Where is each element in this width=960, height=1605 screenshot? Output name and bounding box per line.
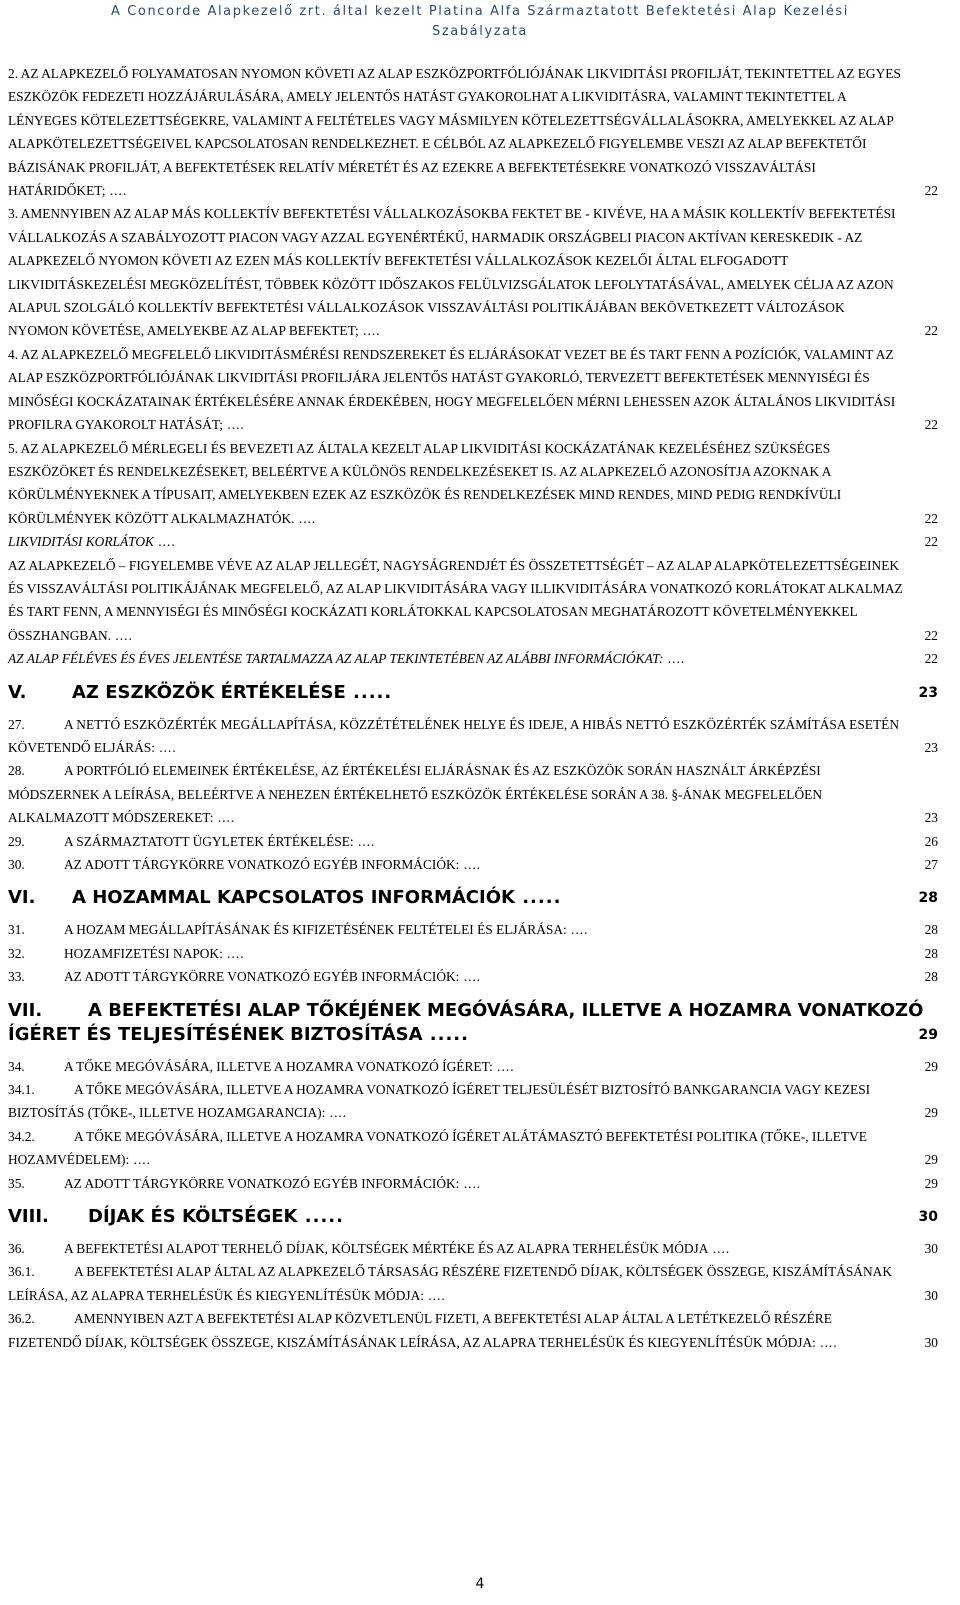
toc-entry[interactable]: [8, 343, 938, 437]
toc-page-number: 26: [923, 830, 938, 853]
toc-entry-number: 33.: [8, 969, 25, 985]
toc-leader-dots: ....: [154, 739, 177, 755]
toc-leader-dots: ....: [815, 1334, 838, 1350]
toc-entry-title: AZ ADOTT TÁRGYKÖRRE VONATKOZÓ EGYÉB INFORMÁCIÓK:: [64, 1175, 460, 1191]
toc-entry-text-wrap: [8, 1000, 923, 1045]
toc-page-number: 28: [918, 890, 938, 907]
toc-chapter[interactable]: [8, 999, 938, 1047]
toc-entry-title: AZ ADOTT TÁRGYKÖRRE VONATKOZÓ EGYÉB INFORMÁCIÓK:: [64, 969, 460, 985]
toc-leader-dots: ....: [423, 1287, 446, 1303]
toc-entry[interactable]: [8, 1260, 938, 1307]
header-line-2: Szabályzata: [431, 24, 529, 39]
toc-entry[interactable]: [8, 647, 938, 670]
toc-leader-dots: ....: [222, 945, 245, 961]
toc-page-number: 28: [923, 918, 938, 941]
toc-entry-text-wrap: [8, 1206, 344, 1227]
toc-entry-title: A HOZAM MEGÁLLAPÍTÁSÁNAK ÉS KIFIZETÉSÉNEK FELTÉTELEI ÉS ELJÁRÁSA:: [64, 922, 567, 938]
toc-leader-dots: ....: [129, 1152, 151, 1168]
toc-entry-number: 32.: [8, 945, 25, 961]
toc-entry-title: A NETTÓ ESZKÖZÉRTÉK MEGÁLLAPÍTÁSA, KÖZZÉTÉTELÉNEK HELYE ÉS IDEJE, A HIBÁS NETTÓ ESZKÖZÉRTÉK SZÁMÍTÁSA ESETÉN KÖVETENDŐ ELJÁRÁS:: [8, 716, 899, 755]
toc-entry[interactable]: [8, 759, 938, 829]
toc-entry-text-wrap: [8, 942, 938, 965]
toc-entry-text-wrap: [8, 647, 938, 670]
toc-entry-number: 34.1.: [8, 1082, 35, 1098]
toc-entry[interactable]: [8, 1307, 938, 1354]
toc-entry-title: AZ ALAPKEZELŐ FOLYAMATOSAN NYOMON KÖVETI AZ ALAP ESZKÖZPORTFÓLIÓJÁNAK LIKVIDITÁSI PROFILJÁT, TEKINTETTEL AZ EGYES ESZKÖZÖK FEDEZETI HOZZÁJÁRULÁSÁRA, AMELY JELENTŐS HATÁST GYAKOROLHAT A LIKVIDITÁSRA, VALAMINT TEKINTETTEL A LÉNYEGES KÖTELEZETTSÉGEKRE, VALAMINT A FELTÉTELES VAGY MÁSMILYEN KÖTELEZETTSÉGVÁLLALÁSOKRA, AMELYEKKEL AZ ALAP ALAPKÖTELEZETTSÉGEIVEL KAPCSOLATOSAN RENDELKEZHET. E CÉLBÓL AZ ALAPKEZELŐ FIGYELEMBE VESZI AZ ALAP BEFEKTETŐI BÁZISÁNAK PROFILJÁT, A BEFEKTETÉSEK RELATÍV MÉRETÉT ÉS AZ EZEKRE A BEFEKTETÉSEKRE VONATKOZÓ VISSZAVÁLTÁSI HATÁRIDŐKET;: [8, 66, 901, 199]
toc-entry-number: 4.: [8, 346, 19, 362]
toc-entry[interactable]: [8, 437, 938, 531]
toc-page-number: 23: [923, 806, 938, 829]
toc-leader-dots: ....: [153, 534, 176, 550]
toc-page-number: 22: [923, 179, 938, 202]
toc-leader-dots: ....: [459, 969, 482, 985]
toc-entry[interactable]: [8, 918, 938, 941]
toc-page-number: 23: [923, 736, 938, 759]
toc-leader-dots: .....: [422, 1023, 469, 1045]
toc-entry[interactable]: [8, 1125, 938, 1172]
toc-entry-text-wrap: [8, 554, 938, 648]
toc-leader-dots: .....: [345, 681, 393, 703]
toc-entry-number: 29.: [8, 833, 25, 849]
toc-page-number: 30: [918, 1209, 938, 1226]
toc-leader-dots: ....: [294, 510, 317, 526]
toc-entry-title: AZ ALAPKEZELŐ MEGFELELŐ LIKVIDITÁSMÉRÉSI RENDSZEREKET ÉS ELJÁRÁSOKAT VEZET BE ÉS TART FENN A POZÍCIÓK, VALAMINT AZ ALAP ESZKÖZPORTFÓLIÓJÁNAK LIKVIDITÁSI PROFILJÁRA JELENTŐS HATÁST GYAKORLÓ, TERVEZETT BEFEKTETÉSEK MENNYISÉGI ÉS MINŐSÉGI KOCKÁZATAINAK ÉRTÉKELÉSÉRE ANNAK ÉRDEKÉBEN, HOGY MEGFELELŐEN MÉRNI LEHESSEN AZOK ÁLTALÁNOS LIKVIDITÁSI PROFILRA GYAKOROLT HATÁSÁT;: [8, 346, 896, 433]
toc-entry-title: AZ ALAPKEZELŐ MÉRLEGELI ÉS BEVEZETI AZ ÁLTALA KEZELT ALAP LIKVIDITÁSI KOCKÁZATÁNAK KEZELÉSÉHEZ SZÜKSÉGES ESZKÖZÖKET ÉS RENDELKEZÉSEKET, BELEÉRTVE A KÜLÖNÖS RENDELKEZÉSEKET IS. AZ ALAPKEZELŐ AZONOSÍTJA AZOKNAK A KÖRÜLMÉNYEKNEK A TÍPUSAIT, AMELYEKBEN EZEK AZ ESZKÖZÖK ÉS RENDELKEZÉSEK MIND RENDES, MIND PEDIG RENDKÍVÜLI KÖRÜLMÉNYEK KÖZÖTT ALKALMAZHATÓK.: [8, 440, 842, 526]
toc-entry-number: 30.: [8, 857, 25, 872]
toc-entry-title: HOZAMFIZETÉSI NAPOK:: [64, 945, 223, 961]
toc-entry-title: DÍJAK ÉS KÖLTSÉGEK: [88, 1206, 298, 1228]
toc-entry[interactable]: [8, 554, 938, 648]
toc-entry-title: A SZÁRMAZTATOTT ÜGYLETEK ÉRTÉKELÉSE:: [64, 833, 354, 849]
toc-entry-text-wrap: [8, 1172, 938, 1195]
toc-leader-dots: ....: [492, 1058, 515, 1074]
toc-page-number: 23: [918, 684, 938, 701]
toc-entry[interactable]: [8, 942, 938, 965]
toc-leader-dots: ....: [708, 1241, 731, 1257]
toc-entry-number: 2.: [8, 66, 19, 81]
toc-entry-number: V.: [8, 681, 27, 703]
toc-entry-title: AMENNYIBEN AZT A BEFEKTETÉSI ALAP KÖZVETLENÜL FIZETI, A BEFEKTETÉSI ALAP ÁLTAL A LETÉTKEZELŐ RÉSZÉRE FIZETENDŐ DÍJAK, KÖLTSÉGEK ÖSSZEGE, KISZÁMÍTÁSÁNAK LEÍRÁSA, AZ ALAPRA TERHELÉSÜK ÉS KIEGYENLÍTÉSÜK MÓDJA:: [8, 1311, 832, 1350]
toc-entry-title: AZ ESZKÖZÖK ÉRTÉKELÉSE: [72, 681, 346, 703]
toc-entry-text-wrap: [8, 1055, 938, 1078]
toc-entry-title: A HOZAMMAL KAPCSOLATOS INFORMÁCIÓK: [72, 887, 515, 909]
toc-page-number: 30: [923, 1237, 938, 1260]
toc-entry[interactable]: [8, 62, 938, 202]
toc-entry-number: 5.: [8, 440, 19, 456]
toc-entry-title: A BEFEKTETÉSI ALAPOT TERHELŐ DÍJAK, KÖLTSÉGEK MÉRTÉKE ÉS AZ ALAPRA TERHELÉSÜK MÓDJA: [64, 1241, 709, 1257]
toc-entry-number: 36.1.: [8, 1264, 35, 1280]
toc-entry-text-wrap: [8, 202, 938, 342]
toc-page-number: 30: [923, 1284, 938, 1307]
toc-leader-dots: ....: [459, 1175, 482, 1191]
page-number: 4: [475, 1576, 485, 1592]
toc-page-number: 28: [923, 942, 938, 965]
toc-entry-text-wrap: [8, 682, 392, 703]
toc-entry-text-wrap: [8, 62, 938, 202]
toc-leader-dots: ....: [105, 183, 128, 199]
toc-entry-text-wrap: [8, 759, 938, 829]
toc-chapter[interactable]: [8, 886, 938, 910]
toc-page-number: 22: [923, 530, 938, 553]
toc-entry-text-wrap: [8, 343, 938, 437]
toc-page-number: 27: [923, 853, 938, 876]
toc-entry-text-wrap: [8, 1125, 938, 1172]
toc-page-number: 30: [923, 1331, 938, 1354]
toc-entry-number: 27.: [8, 716, 25, 732]
toc-entry-number: 36.2.: [8, 1311, 35, 1327]
toc-entry[interactable]: [8, 530, 938, 553]
toc-leader-dots: .....: [297, 1206, 344, 1228]
toc-entry-text-wrap: [8, 437, 938, 531]
toc-leader-dots: ....: [566, 922, 589, 938]
toc-page-number: 29: [923, 1055, 938, 1078]
toc-entry-title: A TŐKE MEGÓVÁSÁRA, ILLETVE A HOZAMRA VONATKOZÓ ÍGÉRET ALÁTÁMASZTÓ BEFEKTETÉSI POLITIKA (TŐKE-, ILLETVE HOZAMVÉDELEM):: [8, 1128, 867, 1168]
toc-entry-number: 36.: [8, 1241, 25, 1257]
toc-page-number: 29: [923, 1148, 938, 1171]
toc-entry-title: A TŐKE MEGÓVÁSÁRA, ILLETVE A HOZAMRA VONATKOZÓ ÍGÉRET TELJESÜLÉSÉT BIZTOSÍTÓ BANKGARANCIA VAGY KEZESI BIZTOSÍTÁS (TŐKE-, ILLETVE HOZAMGARANCIA):: [8, 1082, 871, 1121]
toc-entry-title: AMENNYIBEN AZ ALAP MÁS KOLLEKTÍV BEFEKTETÉSI VÁLLALKOZÁSOKBA FEKTET BE - KIVÉVE, HA A MÁSIK KOLLEKTÍV BEFEKTETÉSI VÁLLALKOZÁS A SZABÁLYOZOTT PIACON VAGY AZZAL EGYENÉRTÉKŰ, HARMADIK ORSZÁGBELI PIACON AKTÍVAN KERESKEDIK - AZ ALAPKEZELŐ NYOMON KÖVETI AZ EZEN MÁS KOLLEKTÍV BEFEKTETÉSI VÁLLALKOZÁSOK KEZELŐI ÁLTAL ELFOGADOTT LIKVIDITÁSKEZELÉSI MEGKÖZELÍTÉST, TÖBBEK KÖZÖTT IDŐSZAKOS FELÜLVIZSGÁLATOK LEFOLYTATÁSÁVAL, AMELYEK CÉLJA AZ AZON ALAPUL SZOLGÁLÓ KOLLEKTÍV BEFEKTETÉSI VÁLLALKOZÁSOK VISSZAVÁLTÁSI POLITIKÁJÁBAN BEKÖVETKEZETT VÁLTOZÁSOK NYOMON KÖVETÉSE, AMELYEKBE AZ ALAP BEFEKTET;: [8, 206, 896, 339]
toc-entry-text-wrap: [8, 530, 938, 553]
toc-leader-dots: ....: [223, 417, 245, 433]
toc-page-number: 28: [923, 965, 938, 988]
toc-page-number: 22: [923, 624, 938, 647]
toc-entry-text-wrap: [8, 1260, 938, 1307]
toc-leader-dots: ....: [459, 857, 482, 872]
toc-chapter[interactable]: [8, 681, 938, 705]
toc-leader-dots: ....: [353, 833, 376, 849]
toc-entry-text-wrap: [8, 713, 938, 760]
toc-entry-text-wrap: [8, 1307, 938, 1354]
toc-leader-dots: .....: [514, 887, 562, 909]
toc-entry[interactable]: [8, 202, 938, 342]
toc-entry[interactable]: [8, 965, 938, 988]
toc-entry-text-wrap: [8, 918, 938, 941]
toc-entry-title: LIKVIDITÁSI KORLÁTOK: [8, 534, 154, 550]
toc-entry-title: A BEFEKTETÉSI ALAP ÁLTAL AZ ALAPKEZELŐ TÁRSASÁG RÉSZÉRE FIZETENDŐ DÍJAK, KÖLTSÉGEK ÖSSZEGE, KISZÁMÍTÁSÁNAK LEÍRÁSA, AZ ALAPRA TERHELÉSÜK ÉS KIEGYENLÍTÉSÜK MÓDJA:: [8, 1264, 892, 1303]
toc-entry-number: VII.: [8, 999, 43, 1021]
toc-entry-title: A PORTFÓLIÓ ELEMEINEK ÉRTÉKELÉSE, AZ ÉRTÉKELÉSI ELJÁRÁSNAK ÉS AZ ESZKÖZÖK SORÁN HASZNÁLT ÁRKÉPZÉSI MÓDSZERNEK A LEÍRÁSA, BELEÉRTVE A NEHEZEN ÉRTÉKELHETŐ ESZKÖZÖK ÉRTÉKELÉSE SORÁN A 38. §-ÁNAK MEGFELELŐEN ALKALMAZOTT MÓDSZEREKET:: [8, 763, 822, 826]
toc-entry[interactable]: [8, 1055, 938, 1078]
toc-entry-title: AZ ALAP FÉLÉVES ÉS ÉVES JELENTÉSE TARTALMAZZA AZ ALAP TEKINTETÉBEN AZ ALÁBBI INFORMÁCIÓKAT:: [8, 651, 664, 667]
toc-entry-text-wrap: [8, 965, 938, 988]
table-of-contents: [8, 62, 938, 1354]
toc-entry-number: 28.: [8, 763, 25, 779]
toc-page-number: 22: [923, 507, 938, 530]
toc-page-number: 22: [923, 413, 938, 436]
toc-page-number: 29: [923, 1172, 938, 1195]
toc-entry[interactable]: [8, 1237, 938, 1260]
toc-entry-title: A BEFEKTETÉSI ALAP TŐKÉJÉNEK MEGÓVÁSÁRA, ILLETVE A HOZAMRA VONATKOZÓ ÍGÉRET ÉS TELJESÍTÉSÉNEK BIZTOSÍTÁSA: [8, 999, 924, 1045]
toc-entry-number: VI.: [8, 887, 36, 909]
toc-entry-title: A TŐKE MEGÓVÁSÁRA, ILLETVE A HOZAMRA VONATKOZÓ ÍGÉRET:: [64, 1058, 493, 1074]
toc-leader-dots: ....: [213, 810, 236, 826]
toc-entry-text-wrap: [8, 830, 938, 853]
header-line-1: A Concorde Alapkezelő zrt. által kezelt Platina Alfa Származtatott Befektetési Alap Kezelési: [110, 4, 849, 19]
toc-entry-text-wrap: [8, 853, 938, 876]
toc-entry-text-wrap: [8, 887, 561, 908]
toc-entry-title: AZ ADOTT TÁRGYKÖRRE VONATKOZÓ EGYÉB INFORMÁCIÓK:: [64, 857, 460, 872]
toc-page-number: 22: [923, 319, 938, 342]
toc-leader-dots: ....: [358, 323, 381, 339]
toc-leader-dots: ....: [111, 627, 133, 643]
toc-entry[interactable]: [8, 830, 938, 853]
toc-leader-dots: ....: [663, 651, 686, 667]
toc-entry-number: VIII.: [8, 1206, 49, 1228]
toc-page-number: 22: [923, 647, 938, 670]
toc-page-number: 29: [918, 1026, 938, 1043]
toc-entry-text-wrap: [8, 1237, 938, 1260]
toc-entry-number: 31.: [8, 922, 25, 938]
toc-entry[interactable]: [8, 1172, 938, 1195]
toc-entry-number: 35.: [8, 1175, 25, 1191]
toc-entry[interactable]: [8, 853, 938, 876]
toc-entry-number: 34.2.: [8, 1128, 35, 1144]
toc-entry-number: 3.: [8, 206, 19, 222]
toc-chapter[interactable]: [8, 1205, 938, 1229]
toc-entry[interactable]: [8, 1078, 938, 1125]
toc-entry-title: AZ ALAPKEZELŐ – FIGYELEMBE VÉVE AZ ALAP JELLEGÉT, NAGYSÁGRENDJÉT ÉS ÖSSZETETTSÉGÉT – AZ ALAP ALAPKÖTELEZETTSÉGEINEK ÉS VISSZAVÁLTÁSI POLITIKÁJÁNAK MEGFELELŐ, AZ ALAP LIKVIDITÁSÁRA VAGY ILLIKVIDITÁSÁRA VONATKOZÓ KORLÁTOKAT ALKALMAZ ÉS TART FENN, A MENNYISÉGI ÉS MINŐSÉGI KOCKÁZATI KORLÁTOKKAL KAPCSOLATOSAN MEGHATÁROZOTT KÖVETELMÉNYEKKEL ÖSSZHANGBAN.: [8, 557, 903, 643]
toc-page-number: 29: [923, 1101, 938, 1124]
toc-entry[interactable]: [8, 713, 938, 760]
toc-entry-number: 34.: [8, 1058, 25, 1074]
toc-leader-dots: ....: [325, 1105, 348, 1121]
document-header: [0, 0, 960, 62]
toc-entry-text-wrap: [8, 1078, 938, 1125]
